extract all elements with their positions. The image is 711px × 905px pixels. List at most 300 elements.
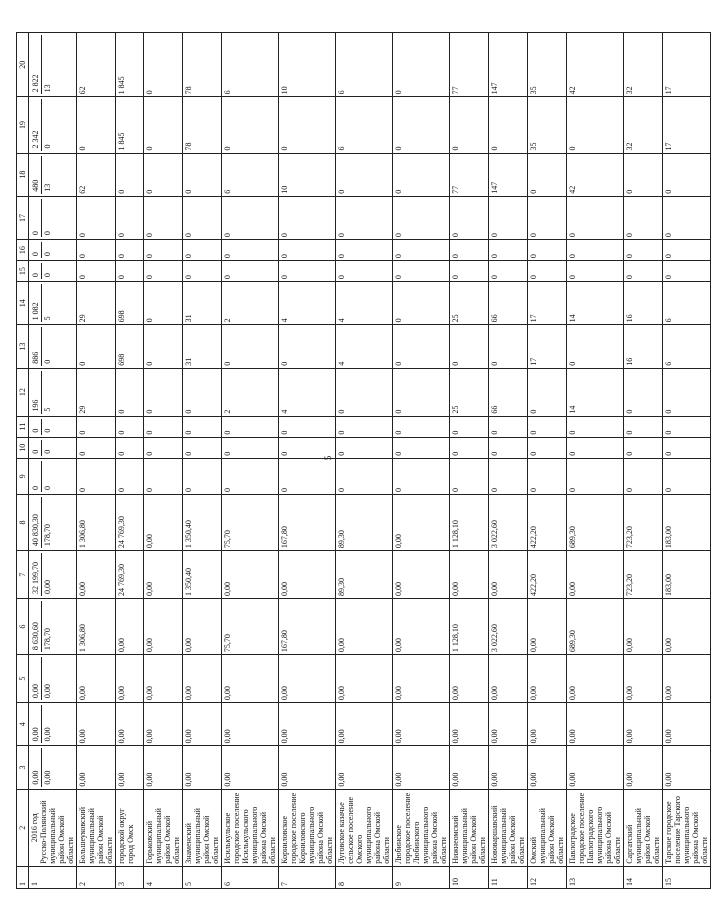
cell-value: 422,20	[528, 551, 567, 599]
cell-value: 178,70	[41, 601, 53, 652]
table-row	[279, 33, 336, 889]
municipality-name: Знаменский муниципальный район Омской области	[183, 789, 222, 866]
cell-value: 0	[528, 196, 567, 239]
row-number: 5	[183, 866, 222, 888]
cell-value: 0,00	[222, 703, 279, 746]
cell-value: 183,00	[663, 551, 711, 599]
cell-value: 66	[489, 282, 528, 325]
cell-value: 0	[41, 419, 53, 435]
cell-value: 6	[663, 325, 711, 368]
cell-value: 0	[567, 261, 624, 282]
cell-value: 0,00	[116, 703, 144, 746]
cell-value: 0	[144, 282, 183, 325]
value-cell	[29, 282, 77, 325]
cell-value: 0	[336, 153, 393, 196]
cell-value: 0	[393, 416, 450, 437]
column-number: 9	[17, 458, 29, 494]
data-table	[16, 32, 711, 889]
cell-value: 78	[183, 97, 222, 153]
value-cell	[29, 325, 77, 368]
cell-value: 0,00	[279, 551, 336, 599]
cell-value: 0	[41, 327, 53, 365]
cell-value: 0,00	[450, 703, 489, 746]
cell-value: 0,00	[144, 655, 183, 703]
cell-value: 14	[567, 282, 624, 325]
cell-value: 723,20	[624, 494, 663, 550]
cell-value: 1 350,40	[183, 494, 222, 550]
row-number: 14	[624, 866, 663, 888]
municipality-name: Большеуковский муниципальный район Омской области	[77, 789, 116, 866]
cell-value: 0,00	[41, 657, 53, 700]
row-name-cell	[29, 789, 77, 866]
cell-value: 167,80	[279, 599, 336, 655]
row-number: 2	[77, 866, 116, 888]
cell-value: 5	[41, 371, 53, 414]
cell-value: 2	[222, 368, 279, 416]
summary-value: 0	[31, 428, 40, 433]
summary-value: 0	[31, 485, 40, 490]
cell-value: 0,00	[528, 703, 567, 746]
cell-value: 0,00	[489, 655, 528, 703]
summary-value: 2 822	[31, 74, 40, 93]
column-number: 8	[17, 494, 29, 550]
cell-value: 1 128,10	[450, 599, 489, 655]
cell-value: 689,30	[567, 494, 624, 550]
cell-value: 0	[624, 416, 663, 437]
cell-value: 6	[663, 282, 711, 325]
value-cell	[29, 196, 77, 239]
cell-value: 0	[567, 240, 624, 261]
cell-value: 0	[663, 458, 711, 494]
cell-value: 17	[528, 325, 567, 368]
municipality-name: Нижнеомский муниципальный район Омской области	[450, 789, 489, 866]
cell-value: 0	[393, 458, 450, 494]
column-number: 18	[17, 153, 29, 196]
cell-value: 178,70	[41, 497, 53, 548]
value-cell	[29, 97, 77, 153]
rotated-table-container	[16, 32, 709, 889]
column-number: 7	[17, 551, 29, 599]
row-number: 11	[489, 866, 528, 888]
cell-value: 0	[336, 368, 393, 416]
summary-value: 0	[31, 252, 40, 257]
cell-value: 2	[222, 282, 279, 325]
cell-value: 0	[393, 240, 450, 261]
table-row	[336, 33, 393, 889]
cell-value: 0	[567, 416, 624, 437]
cell-value: 0	[41, 263, 53, 279]
cell-value: 6	[336, 97, 393, 153]
cell-value: 0	[144, 437, 183, 458]
column-number: 11	[17, 416, 29, 437]
cell-value: 0,00	[144, 746, 183, 789]
cell-value: 0,00	[663, 746, 711, 789]
row-number: 15	[663, 866, 711, 888]
cell-value: 0,00	[222, 551, 279, 599]
cell-value: 17	[663, 97, 711, 153]
cell-value: 77	[450, 153, 489, 196]
cell-value: 0	[489, 437, 528, 458]
cell-value: 698	[116, 282, 144, 325]
cell-value: 0	[41, 242, 53, 258]
cell-value: 0	[41, 461, 53, 492]
cell-value: 0	[336, 437, 393, 458]
column-number: 13	[17, 325, 29, 368]
row-number: 1	[30, 882, 39, 886]
cell-value: 0	[528, 416, 567, 437]
cell-value: 0	[77, 458, 116, 494]
summary-value: 32 199,70	[31, 562, 40, 595]
cell-value: 0	[624, 196, 663, 239]
table-row	[393, 33, 450, 889]
cell-value: 0,00	[567, 551, 624, 599]
cell-value: 0	[450, 325, 489, 368]
cell-value: 0	[336, 240, 393, 261]
cell-value: 0,00	[336, 599, 393, 655]
cell-value: 0	[116, 240, 144, 261]
cell-value: 0	[116, 416, 144, 437]
cell-value: 0	[144, 153, 183, 196]
cell-value: 0	[336, 458, 393, 494]
cell-value: 0	[144, 416, 183, 437]
cell-value: 0,00	[77, 703, 116, 746]
cell-value: 0	[144, 196, 183, 239]
cell-value: 0,00	[183, 655, 222, 703]
municipality-name: Русско-Полянский муниципальный район Омской области	[39, 800, 75, 864]
row-number: 6	[222, 866, 279, 888]
cell-value: 0	[279, 240, 336, 261]
cell-value: 29	[77, 368, 116, 416]
value-cell	[29, 240, 77, 261]
value-cell	[29, 153, 77, 196]
cell-value: 0	[222, 325, 279, 368]
column-number: 6	[17, 599, 29, 655]
municipality-name: Нововаршавский муниципальный район Омской области	[489, 789, 528, 866]
cell-value: 16	[624, 325, 663, 368]
table-row	[222, 33, 279, 889]
cell-value: 0	[222, 458, 279, 494]
cell-value: 89,30	[336, 551, 393, 599]
cell-value: 0	[183, 153, 222, 196]
summary-value: 40 830,30	[31, 514, 40, 547]
column-number: 4	[17, 703, 29, 746]
cell-value: 0,00	[116, 655, 144, 703]
cell-value: 0,00	[528, 746, 567, 789]
value-cell	[29, 703, 77, 746]
cell-value: 0	[77, 261, 116, 282]
cell-value: 0	[116, 437, 144, 458]
cell-value: 0	[116, 368, 144, 416]
cell-value: 10	[279, 153, 336, 196]
cell-value: 0	[183, 368, 222, 416]
municipality-name: Саргатский муниципальный район Омской области	[624, 789, 663, 866]
value-cell	[29, 261, 77, 282]
cell-value: 4	[279, 368, 336, 416]
value-cell	[29, 746, 77, 789]
cell-value: 0	[41, 199, 53, 237]
cell-value: 5	[41, 284, 53, 322]
cell-value: 1 306,80	[77, 599, 116, 655]
summary-value: 0,00	[31, 727, 40, 742]
value-cell	[29, 494, 77, 550]
cell-value: 0	[279, 196, 336, 239]
value-cell	[29, 599, 77, 655]
value-cell	[29, 458, 77, 494]
row-number: 3	[116, 866, 144, 888]
summary-year-label: 2016 год	[30, 813, 39, 843]
cell-value: 723,20	[624, 551, 663, 599]
cell-value: 0	[489, 261, 528, 282]
summary-value: 8 630,60	[31, 622, 40, 651]
cell-value: 0	[489, 240, 528, 261]
cell-value: 0	[222, 261, 279, 282]
cell-value: 0,00	[144, 494, 183, 550]
cell-value: 0,00	[567, 703, 624, 746]
cell-value: 0,00	[144, 551, 183, 599]
table-row	[450, 33, 489, 889]
cell-value: 24 769,30	[116, 494, 144, 550]
cell-value: 0,00	[279, 655, 336, 703]
cell-value: 689,30	[567, 599, 624, 655]
cell-value: 0	[528, 368, 567, 416]
cell-value: 0	[116, 153, 144, 196]
cell-value: 31	[183, 282, 222, 325]
cell-value: 0,00	[41, 748, 53, 786]
cell-value: 0	[393, 261, 450, 282]
cell-value: 0	[279, 437, 336, 458]
cell-value: 0	[144, 458, 183, 494]
row-number: 7	[279, 866, 336, 888]
municipality-name: Исилькульское городское поселение Исилькульского муниципального района Омской области	[222, 789, 279, 866]
cell-value: 32	[624, 97, 663, 153]
cell-value: 0	[336, 416, 393, 437]
cell-value: 0	[279, 458, 336, 494]
cell-value: 1 845	[116, 33, 144, 97]
column-number: 2	[17, 789, 29, 866]
cell-value: 0,00	[489, 551, 528, 599]
cell-value: 0,00	[77, 746, 116, 789]
cell-value: 0,00	[393, 746, 450, 789]
table-row	[567, 33, 624, 889]
cell-value: 0,00	[144, 703, 183, 746]
cell-value: 0	[116, 458, 144, 494]
cell-value: 0	[528, 240, 567, 261]
municipality-name: Горьковский муниципальный район Омской области	[144, 789, 183, 866]
cell-value: 0,00	[393, 703, 450, 746]
cell-value: 3 022,60	[489, 599, 528, 655]
cell-value: 0	[222, 240, 279, 261]
cell-value: 147	[489, 33, 528, 97]
cell-value: 1 306,80	[77, 494, 116, 550]
summary-value: 1 082	[31, 302, 40, 321]
cell-value: 0	[183, 196, 222, 239]
summary-value: 0	[31, 449, 40, 454]
table-row	[77, 33, 116, 889]
cell-value: 78	[183, 33, 222, 97]
cell-value: 0	[144, 325, 183, 368]
cell-value: 0	[489, 325, 528, 368]
cell-value: 0	[624, 153, 663, 196]
cell-value: 0,00	[183, 703, 222, 746]
summary-value: 2 342	[31, 130, 40, 149]
column-number: 1	[17, 866, 29, 888]
cell-value: 0	[77, 196, 116, 239]
municipality-name: Павлоградское городское поселение Павлоградского муниципального района Омской области	[567, 789, 624, 866]
cell-value: 0	[489, 196, 528, 239]
column-number: 20	[17, 33, 29, 97]
cell-value: 1 350,40	[183, 551, 222, 599]
municipality-name: городской округ город Омск	[116, 789, 144, 866]
cell-value: 0	[450, 240, 489, 261]
cell-value: 0	[144, 33, 183, 97]
cell-value: 0	[279, 325, 336, 368]
cell-value: 0	[663, 368, 711, 416]
cell-value: 24 769,30	[116, 551, 144, 599]
cell-value: 0,00	[624, 655, 663, 703]
cell-value: 4	[279, 282, 336, 325]
cell-value: 0	[393, 325, 450, 368]
cell-value: 0	[663, 416, 711, 437]
cell-value: 0	[624, 261, 663, 282]
cell-value: 0	[116, 196, 144, 239]
cell-value: 0	[144, 261, 183, 282]
row-number: 10	[450, 866, 489, 888]
cell-value: 0,00	[567, 746, 624, 789]
cell-value: 0	[183, 240, 222, 261]
cell-value: 0	[144, 240, 183, 261]
municipality-name: Любинское городское поселение Любинского муниципального района Омской области	[393, 789, 450, 866]
cell-value: 0	[489, 416, 528, 437]
table-row	[663, 33, 711, 889]
cell-value: 0,00	[116, 746, 144, 789]
cell-value: 42	[567, 33, 624, 97]
cell-value: 0,00	[144, 599, 183, 655]
cell-value: 31	[183, 325, 222, 368]
cell-value: 66	[489, 368, 528, 416]
cell-value: 0	[336, 196, 393, 239]
value-cell	[29, 416, 77, 437]
cell-value: 0	[144, 97, 183, 153]
cell-value: 6	[222, 153, 279, 196]
cell-value: 0	[77, 97, 116, 153]
cell-value: 0,00	[279, 746, 336, 789]
cell-value: 75,70	[222, 599, 279, 655]
cell-value: 0	[77, 437, 116, 458]
cell-value: 0,00	[336, 746, 393, 789]
cell-value: 183,00	[663, 494, 711, 550]
cell-value: 0	[393, 437, 450, 458]
cell-value: 0	[624, 240, 663, 261]
cell-value: 0	[222, 416, 279, 437]
cell-value: 0	[279, 97, 336, 153]
cell-value: 29	[77, 282, 116, 325]
cell-value: 422,20	[528, 494, 567, 550]
cell-value: 3 022,60	[489, 494, 528, 550]
cell-value: 0	[393, 196, 450, 239]
cell-value: 0,00	[77, 551, 116, 599]
cell-value: 89,30	[336, 494, 393, 550]
cell-value: 0	[450, 196, 489, 239]
cell-value: 0,00	[663, 599, 711, 655]
cell-value: 0,00	[393, 494, 450, 550]
cell-value: 0,00	[393, 551, 450, 599]
cell-value: 4	[336, 282, 393, 325]
cell-value: 0	[77, 325, 116, 368]
column-number-row	[17, 33, 29, 889]
cell-value: 1 128,10	[450, 494, 489, 550]
cell-value: 0	[144, 368, 183, 416]
cell-value: 0	[567, 196, 624, 239]
cell-value: 0,00	[663, 655, 711, 703]
cell-value: 0	[393, 153, 450, 196]
table-row	[116, 33, 144, 889]
cell-value: 0	[183, 261, 222, 282]
cell-value: 0	[528, 458, 567, 494]
cell-value: 0,00	[663, 703, 711, 746]
column-number: 3	[17, 746, 29, 789]
cell-value: 0,00	[528, 655, 567, 703]
summary-value: 0,00	[31, 770, 40, 785]
cell-value: 32	[624, 33, 663, 97]
cell-value: 0,00	[450, 551, 489, 599]
cell-value: 0,00	[450, 746, 489, 789]
cell-value: 4	[336, 325, 393, 368]
cell-value: 75,70	[222, 494, 279, 550]
cell-value: 147	[489, 153, 528, 196]
row-number: 8	[336, 866, 393, 888]
cell-value: 0	[222, 196, 279, 239]
cell-value: 0,00	[624, 703, 663, 746]
row-number: 13	[567, 866, 624, 888]
table-row	[183, 33, 222, 889]
table-row	[528, 33, 567, 889]
cell-value: 0	[41, 99, 53, 150]
cell-value: 0,00	[393, 655, 450, 703]
cell-value: 25	[450, 282, 489, 325]
cell-value: 0,00	[624, 599, 663, 655]
column-number: 5	[17, 655, 29, 703]
cell-value: 1 845	[116, 97, 144, 153]
cell-value: 6	[222, 33, 279, 97]
row-number-cell	[29, 866, 77, 888]
cell-value: 0,00	[336, 655, 393, 703]
table-row	[29, 33, 77, 889]
table-row	[624, 33, 663, 889]
row-number: 4	[144, 866, 183, 888]
cell-value: 0	[183, 437, 222, 458]
cell-value: 0,00	[279, 703, 336, 746]
cell-value: 0	[567, 97, 624, 153]
cell-value: 0,00	[222, 746, 279, 789]
value-cell	[29, 655, 77, 703]
cell-value: 0	[663, 153, 711, 196]
municipality-name: Луговское казачье сельское поселение Омского муниципального района Омской области	[336, 789, 393, 866]
cell-value: 0	[567, 458, 624, 494]
cell-value: 25	[450, 368, 489, 416]
summary-value: 0,00	[31, 684, 40, 699]
cell-value: 0	[336, 261, 393, 282]
cell-value: 10	[279, 33, 336, 97]
page-number: 5	[323, 455, 333, 461]
column-number: 16	[17, 240, 29, 261]
cell-value: 0	[393, 368, 450, 416]
cell-value: 0	[624, 437, 663, 458]
cell-value: 0,00	[222, 655, 279, 703]
cell-value: 0	[450, 458, 489, 494]
cell-value: 0,00	[116, 599, 144, 655]
cell-value: 0	[528, 153, 567, 196]
cell-value: 0,00	[567, 655, 624, 703]
